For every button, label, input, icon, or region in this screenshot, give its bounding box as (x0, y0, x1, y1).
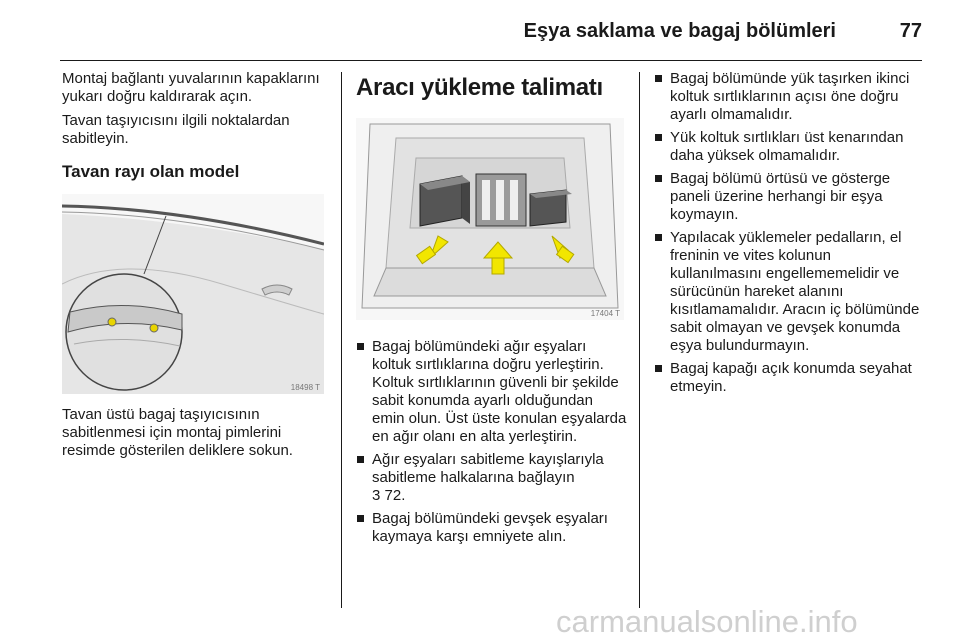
list-item: Bagaj bölümünde yük taşırken ikinci koltuk sırtlıklarının açısı öne doğru ayarlı olmamalıdır. (654, 70, 926, 124)
paragraph-open-covers: Montaj bağlantı yuvalarının kapaklarını yukarı doğru kaldırarak açın. (62, 70, 320, 105)
header-divider (60, 60, 922, 61)
roof-rail-drawing (62, 194, 324, 394)
crate (476, 174, 526, 226)
cargo-loading-illustration (356, 118, 624, 320)
column-divider-right (639, 72, 640, 608)
column-right (654, 70, 926, 401)
paragraph-insert-pins: Tavan üstü bagaj taşıyıcısının sabitlenmesi için montaj pimlerini resimde gösterilen deliklere sokun. (62, 406, 293, 459)
column-middle (356, 70, 628, 551)
page-reference-link[interactable]: 3 72. (372, 487, 406, 504)
page-title: Eşya saklama ve bagaj bölümleri (523, 20, 836, 42)
section-heading-roof-rail: Tavan rayı olan model (62, 162, 240, 181)
page-header (60, 0, 922, 62)
loading-instructions-list (356, 338, 628, 546)
list-item: Yük koltuk sırtlıkları üst kenarından daha yüksek olmamalıdır. (654, 129, 926, 165)
list-item: Bagaj kapağı açık konumda seyahat etmeyin. (654, 360, 926, 396)
page-number: 77 (899, 20, 922, 42)
section-heading-loading: Aracı yükleme talimatı (356, 74, 603, 101)
column-left (62, 70, 328, 466)
loading-warnings-list (654, 70, 926, 396)
list-item: Yapılacak yüklemeler pedalların, el freninin ve vites kolunun kullanılmasını engellememelidir ve sürücünün hareket alanını kısıtlamamalıdır. Aracın iç bölümünde sabit olmayan ve gevşek konumda eşya bulundurmayın. (654, 229, 926, 355)
list-item: Ağır eşyaları sabitleme kayışlarıyla sabitleme halkalarına bağlayın 3 72. (356, 451, 628, 505)
figure-code: 18498 T (290, 383, 320, 392)
paragraph-fix-carrier: Tavan taşıyıcısını ilgili noktalardan sabitleyin. (62, 112, 290, 147)
roof-rail-illustration (62, 194, 324, 394)
cargo-loading-drawing (356, 118, 624, 320)
right-box (530, 190, 572, 226)
list-item: Bagaj bölümündeki gevşek eşyaları kaymaya karşı emniyete alın. (356, 510, 628, 546)
list-item: Bagaj bölümü örtüsü ve gösterge paneli üzerine herhangi bir eşya koymayın. (654, 170, 926, 224)
list-item: Bagaj bölümündeki ağır eşyaları koltuk sırtlıklarına doğru yerleştirin. Koltuk sırtlıklarının güvenli bir şekilde sabit konumda ayarlı olduğundan emin olun. Üst üste konulan eşyalarda en ağır olanı en alta yerleştirin. (356, 338, 628, 446)
figure-code: 17404 T (590, 309, 620, 318)
column-divider-left (341, 72, 342, 608)
watermark: carmanualsonline.info (556, 604, 858, 639)
